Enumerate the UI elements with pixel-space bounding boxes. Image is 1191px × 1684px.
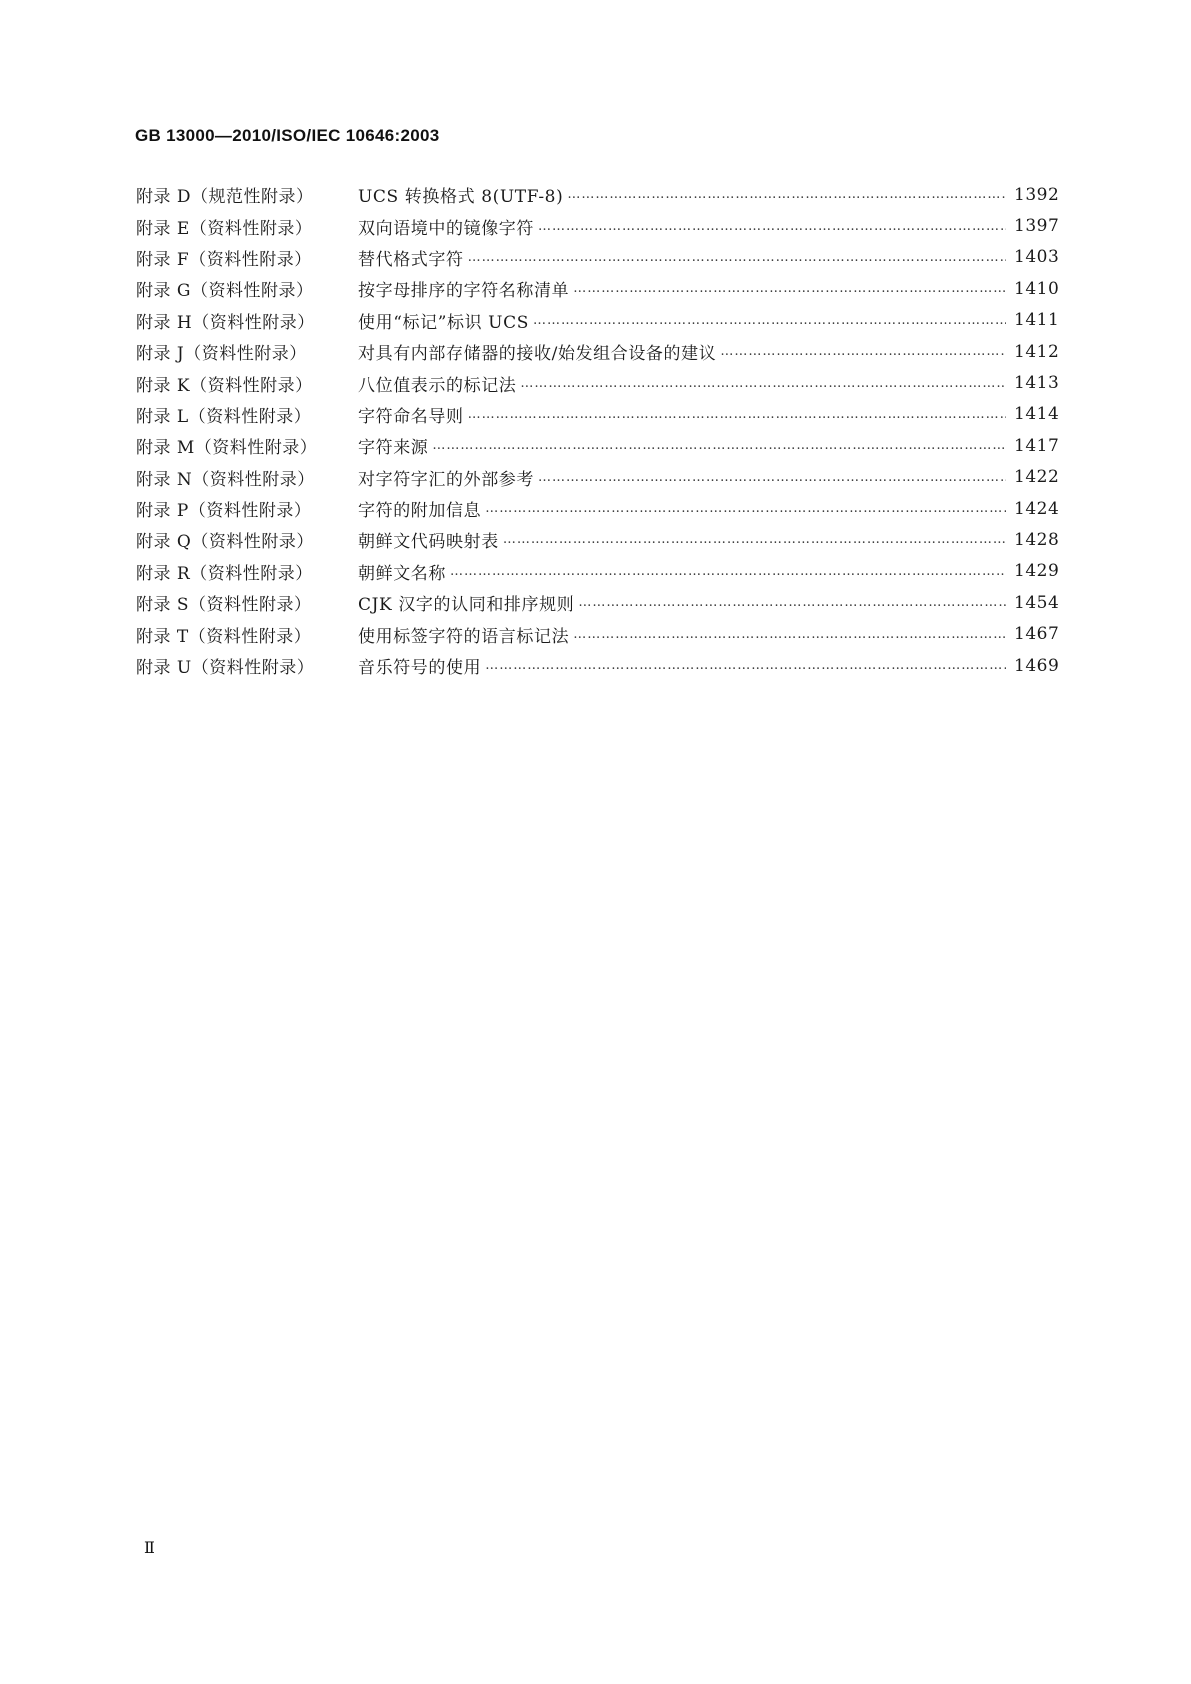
toc-entry-page: 1397 xyxy=(1014,216,1060,237)
toc-leader-dots xyxy=(573,627,1006,642)
toc-entry-annex-k[interactable] xyxy=(136,367,1060,398)
toc-entry-page: 1412 xyxy=(1014,341,1060,362)
toc-entry-annex-l[interactable] xyxy=(136,399,1060,430)
toc-entry-page: 1469 xyxy=(1014,655,1060,676)
toc-leader-dots xyxy=(485,658,1006,673)
toc-entry-title: 对字符字汇的外部参考 xyxy=(358,469,534,490)
toc-entry-title: 对具有内部存储器的接收/始发组合设备的建议 xyxy=(358,344,717,365)
toc-entry-label: 附录 D（规范性附录） xyxy=(136,187,314,208)
toc-entry-title: 替代格式字符 xyxy=(358,249,464,270)
toc-leader-dots xyxy=(503,532,1006,547)
toc-leader-dots xyxy=(720,344,1006,359)
toc-entry-label: 附录 J（资料性附录） xyxy=(136,344,307,365)
toc-entry-label: 附录 K（资料性附录） xyxy=(136,375,313,396)
toc-entry-annex-h[interactable] xyxy=(136,305,1060,336)
toc-entry-page: 1413 xyxy=(1014,373,1060,394)
toc-entry-label: 附录 G（资料性附录） xyxy=(136,281,314,302)
toc-entry-annex-s[interactable] xyxy=(136,587,1060,618)
toc-entry-page: 1417 xyxy=(1014,435,1060,456)
toc-entry-label: 附录 R（资料性附录） xyxy=(136,563,313,584)
toc-entry-annex-d[interactable] xyxy=(136,179,1060,210)
page-number: Ⅱ xyxy=(144,1540,155,1557)
toc-entry-page: 1422 xyxy=(1014,467,1060,488)
toc-entry-title: 字符的附加信息 xyxy=(358,501,482,522)
toc-entry-annex-q[interactable] xyxy=(136,524,1060,555)
toc-leader-dots xyxy=(450,564,1006,579)
toc-entry-annex-p[interactable] xyxy=(136,493,1060,524)
toc-leader-dots xyxy=(468,250,1006,265)
toc-leader-dots xyxy=(538,219,1006,234)
toc-leader-dots xyxy=(578,595,1006,610)
toc-entry-title: 双向语境中的镜像字符 xyxy=(358,218,534,239)
toc-entry-label: 附录 N（资料性附录） xyxy=(136,469,315,490)
toc-entry-page: 1411 xyxy=(1014,310,1060,331)
toc-entry-page: 1410 xyxy=(1014,278,1060,299)
toc-entry-label: 附录 L（资料性附录） xyxy=(136,406,312,427)
toc-entry-title: 朝鲜文代码映射表 xyxy=(358,532,499,553)
toc-entry-page: 1424 xyxy=(1014,498,1060,519)
toc-entry-label: 附录 P（资料性附录） xyxy=(136,501,312,522)
toc-entry-annex-j[interactable] xyxy=(136,336,1060,367)
toc-entry-annex-u[interactable] xyxy=(136,650,1060,681)
toc-entry-label: 附录 S（资料性附录） xyxy=(136,595,312,616)
toc-entry-annex-r[interactable] xyxy=(136,556,1060,587)
toc-entry-page: 1454 xyxy=(1014,592,1060,613)
toc-entry-label: 附录 U（资料性附录） xyxy=(136,658,315,679)
toc-entry-title: 字符来源 xyxy=(358,438,429,459)
toc-entry-label: 附录 F（资料性附录） xyxy=(136,249,312,270)
toc-leader-dots xyxy=(538,470,1006,485)
toc-entry-page: 1403 xyxy=(1014,247,1060,268)
toc-entry-annex-n[interactable] xyxy=(136,462,1060,493)
toc-entry-page: 1392 xyxy=(1014,184,1060,205)
toc-entry-page: 1429 xyxy=(1014,561,1060,582)
toc-entry-label: 附录 E（资料性附录） xyxy=(136,218,313,239)
toc-entry-title: 使用“标记”标识 UCS xyxy=(358,312,529,333)
toc-entry-title: 按字母排序的字符名称清单 xyxy=(358,281,570,302)
table-of-contents xyxy=(136,179,1060,681)
toc-leader-dots xyxy=(485,501,1006,516)
toc-entry-title: 字符命名导则 xyxy=(358,406,464,427)
toc-entry-page: 1414 xyxy=(1014,404,1060,425)
toc-entry-page: 1428 xyxy=(1014,529,1060,550)
toc-leader-dots xyxy=(573,281,1006,296)
toc-entry-page: 1467 xyxy=(1014,624,1060,645)
toc-entry-title: 八位值表示的标记法 xyxy=(358,375,517,396)
toc-leader-dots xyxy=(468,407,1006,422)
toc-entry-title: 使用标签字符的语言标记法 xyxy=(358,626,570,647)
toc-leader-dots xyxy=(567,187,1006,202)
toc-entry-title: CJK 汉字的认同和排序规则 xyxy=(358,595,575,616)
toc-leader-dots xyxy=(533,313,1006,328)
toc-entry-annex-f[interactable] xyxy=(136,242,1060,273)
toc-entry-label: 附录 Q（资料性附录） xyxy=(136,532,314,553)
toc-leader-dots xyxy=(520,376,1006,391)
toc-entry-title: 朝鲜文名称 xyxy=(358,563,446,584)
toc-entry-annex-g[interactable] xyxy=(136,273,1060,304)
toc-leader-dots xyxy=(432,438,1006,453)
toc-entry-annex-m[interactable] xyxy=(136,430,1060,461)
toc-entry-title: 音乐符号的使用 xyxy=(358,658,482,679)
toc-entry-annex-e[interactable] xyxy=(136,210,1060,241)
toc-entry-label: 附录 T（资料性附录） xyxy=(136,626,312,647)
toc-entry-annex-t[interactable] xyxy=(136,618,1060,649)
toc-entry-title: UCS 转换格式 8(UTF-8) xyxy=(358,187,564,208)
toc-entry-label: 附录 M（资料性附录） xyxy=(136,438,318,459)
document-standard-number: GB 13000—2010/ISO/IEC 10646:2003 xyxy=(135,126,440,145)
toc-entry-label: 附录 H（资料性附录） xyxy=(136,312,315,333)
